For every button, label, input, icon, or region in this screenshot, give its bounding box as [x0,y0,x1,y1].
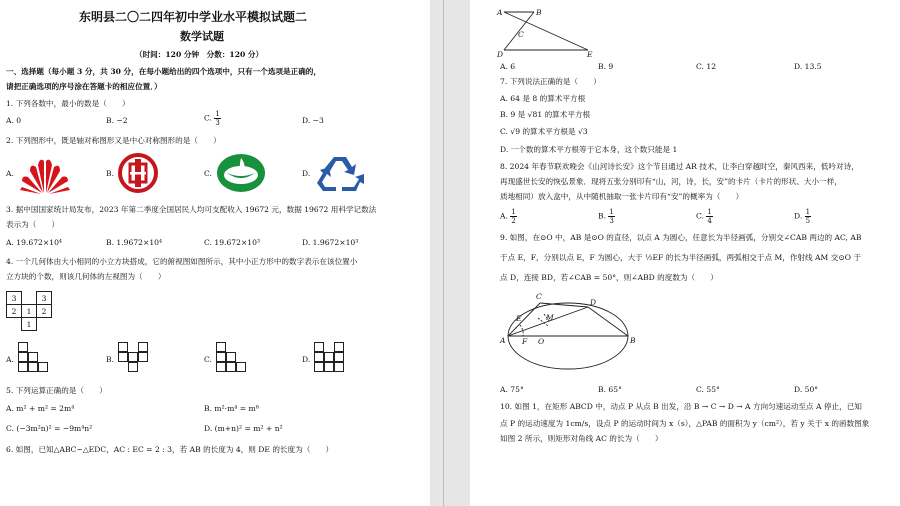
icbc-logo-icon [118,153,158,193]
q3-stem-2: 表示为（ ） [6,220,60,229]
q5-stem: 5. 下列运算正确的是（ ） [6,386,107,395]
q7-stem: 7. 下列说法正确的是（ ） [500,77,601,86]
q9-circle-figure [498,290,638,372]
q9-fig-label-e: E [516,314,522,323]
q4-option-a-figure [18,342,58,382]
q6-option-a: A. 6 [500,62,516,71]
fraction-denominator: 3 [215,119,220,127]
q3-option-d: D. 1.9672×10³ [302,238,359,247]
q3-option-b: B. 1.9672×10⁴ [106,238,163,247]
q3-stem-1: 3. 据中国国家统计局发布，2023 年第二季度全国居民人均可支配收入 19672 元，数据 19672 用科学记数法 [6,205,377,214]
q9-fig-label-m: M [546,313,554,322]
q9-fig-label-a: A [500,336,506,345]
q10-stem-2: 点 P 的运动速度为 1cm/s，设点 P 的运动时间为 x（s），△PAB 的面积为 y（cm²），若 y 关于 x 的函数图象 [500,419,870,428]
fraction-denominator: 3 [609,217,614,225]
q6-figure [494,6,594,58]
section1-instruction-2: 请把正确选项的序号涂在答题卡的相应位置．） [6,82,162,91]
q9-stem-1: 9. 如图，在⊙O 中，AB 是⊙O 的直径，以点 A 为圆心，任意长为半径画弧，分别交∠CAB 两边的 AC, AB [500,233,862,242]
q2-stem: 2. 下列图形中，既是轴对称图形又是中心对称图形的是（ ） [6,136,221,145]
q4-option-d-figure [314,342,354,382]
q6-option-d: D. 13.5 [794,62,822,71]
q9-option-d: D. 50° [794,385,819,394]
q1-option-b: B. −2 [106,116,128,125]
q1-stem: 1. 下列各数中，最小的数是（ ） [6,99,130,108]
q6-stem: 6. 如图，已知△ABC∽△EDC，AC : EC = 2 : 3，若 AB 的长度为 4，则 DE 的长度为（ ） [6,445,334,454]
q8-option-c-label: C. [696,211,704,221]
q8-option-c [696,208,713,225]
q3-option-c: C. 19.672×10³ [204,238,261,247]
q2-option-b: B. [106,169,114,178]
q8-stem-1: 8. 2024 年春节联欢晚会《山河诗长安》这个节目通过 AR 技术，让李白穿越时空，秦风西来，低吟对诗， [500,162,859,171]
green-drop-logo-icon [216,153,266,193]
page-separator [443,0,444,506]
q6-option-c: C. 12 [696,62,717,71]
exam-meta: （时间：120 分钟 分数：120 分） [135,50,264,59]
q5-option-c: C. (−3m²n)² = −9m⁴n² [6,424,93,433]
fraction-numerator: 1 [805,208,811,216]
fraction-numerator: 1 [511,208,516,216]
q5-option-a: A. m² + m² = 2m⁴ [6,404,75,413]
fraction-numerator: 1 [215,110,220,118]
q3-option-a: A. 19.672×10⁴ [6,238,62,247]
q8-option-c-fraction [706,208,712,225]
q1-option-d: D. −3 [302,116,324,125]
q4-option-d: D. [302,355,311,364]
q6-fig-label-b: B [536,8,542,17]
q8-option-a-label: A. [500,211,508,221]
q7-option-d: D. 一个数的算术平方根等于它本身，这个数只能是 1 [500,145,678,154]
q8-option-a-fraction [510,208,516,225]
grid-cell: 2 [7,305,22,318]
q2-option-c: C. [204,169,212,178]
q9-fig-label-d: D [590,298,597,307]
q7-option-c: C. √9 的算术平方根是 √3 [500,127,588,136]
grid-cell: 3 [37,292,52,305]
fraction-numerator: 1 [707,208,712,216]
grid-cell: 2 [37,305,52,318]
q8-option-a [500,208,517,225]
q2-option-a: A. [6,169,14,178]
q6-fig-label-c: C [518,30,524,39]
q4-option-a: A. [6,355,14,364]
q10-stem-3: 如图 2 所示，则矩形对角线 AC 的长为（ ） [500,434,663,443]
q1-option-c-label: C. [204,113,212,123]
q9-stem-2: 于点 E，F，分别以点 E，F 为圆心，大于 ½EF 的长为半径画弧，两弧相交于点 M，作射线 AM 交⊙O 于 [500,253,861,262]
fraction-denominator: 5 [805,217,811,225]
q6-option-b: B. 9 [598,62,614,71]
grid-cell: 3 [7,292,22,305]
grid-cell: 1 [22,305,37,318]
q4-option-b: B. [106,355,114,364]
q1-option-a: A. 0 [6,116,22,125]
q6-fig-label-a: A [497,8,503,17]
q5-option-b: B. m²·m⁴ = m⁸ [204,404,259,413]
grid-cell: 1 [22,318,37,331]
q6-fig-label-d: D [497,50,504,58]
q8-option-b [598,208,615,225]
fraction-denominator: 4 [707,217,712,225]
q9-fig-label-c: C [536,292,542,301]
q9-option-a: A. 75° [500,385,524,394]
q8-option-d-fraction [805,208,811,225]
q7-option-b: B. 9 是 √81 的算术平方根 [500,110,591,119]
q10-stem-1: 10. 如图 1，在矩形 ABCD 中，动点 P 从点 B 出发，沿 B → C → D → A 方向匀速运动至点 A 停止，已知 [500,402,862,411]
q4-stem-2: 立方块的个数，则该几何体的左视图为（ ） [6,272,166,281]
q8-option-d-label: D. [794,211,803,221]
huawei-logo-icon [18,155,72,195]
exam-subtitle: 数学试题 [180,30,224,43]
left-page [0,0,430,506]
q4-stem-1: 4. 一个几何体由大小相同的小立方块搭成，它的俯视图如图所示，其中小正方形中的数字表示在该位置小 [6,257,358,266]
q4-option-c-figure [216,342,256,382]
exam-title: 东明县二〇二四年初中学业水平模拟试题二 [79,10,308,24]
grid-row [7,305,52,318]
q8-option-b-fraction [608,208,614,225]
q1-option-c [204,110,221,127]
q8-option-b-label: B. [598,211,606,221]
fraction-denominator: 2 [511,217,516,225]
q7-option-a: A. 64 是 8 的算术平方根 [500,94,586,103]
fraction-numerator: 1 [609,208,614,216]
grid-cell-empty [37,318,52,331]
recycle-logo-icon [314,153,366,193]
q8-stem-3: 质地相同）放入盒中，从中随机抽取一张卡片印有“安”的概率为（ ） [500,192,744,201]
q1-option-c-fraction [214,110,220,127]
grid-row [7,292,52,305]
section1-instruction-1: 一、选择题（每小题 3 分，共 30 分，在每小题给出的四个选项中，只有一个选项是正确的， [6,67,321,76]
right-page [470,0,900,506]
grid-cell-empty [7,318,22,331]
q9-fig-label-o: O [538,337,545,346]
q4-top-view-grid [6,291,52,331]
q9-fig-label-b: B [630,336,636,345]
q8-option-d [794,208,811,225]
q9-stem-3: 点 D，连接 BD，若∠CAB = 50°，则∠ABD 的度数为（ ） [500,273,718,282]
grid-row [7,318,52,331]
q5-option-d: D. (m+n)² = m² + n² [204,424,283,433]
q9-fig-label-f: F [522,337,528,346]
q9-option-c: C. 55° [696,385,720,394]
q2-option-d: D. [302,169,311,178]
q8-stem-2: 再现盛世长安的恢弘景象．现将五张分别印有“山，河，诗，长，安”的卡片（卡片的形状、大小一样， [500,177,842,186]
q4-option-c: C. [204,355,212,364]
q9-option-b: B. 65° [598,385,622,394]
q4-option-b-figure [118,342,158,382]
grid-cell-empty [22,292,37,305]
q6-fig-label-e: E [587,50,593,58]
